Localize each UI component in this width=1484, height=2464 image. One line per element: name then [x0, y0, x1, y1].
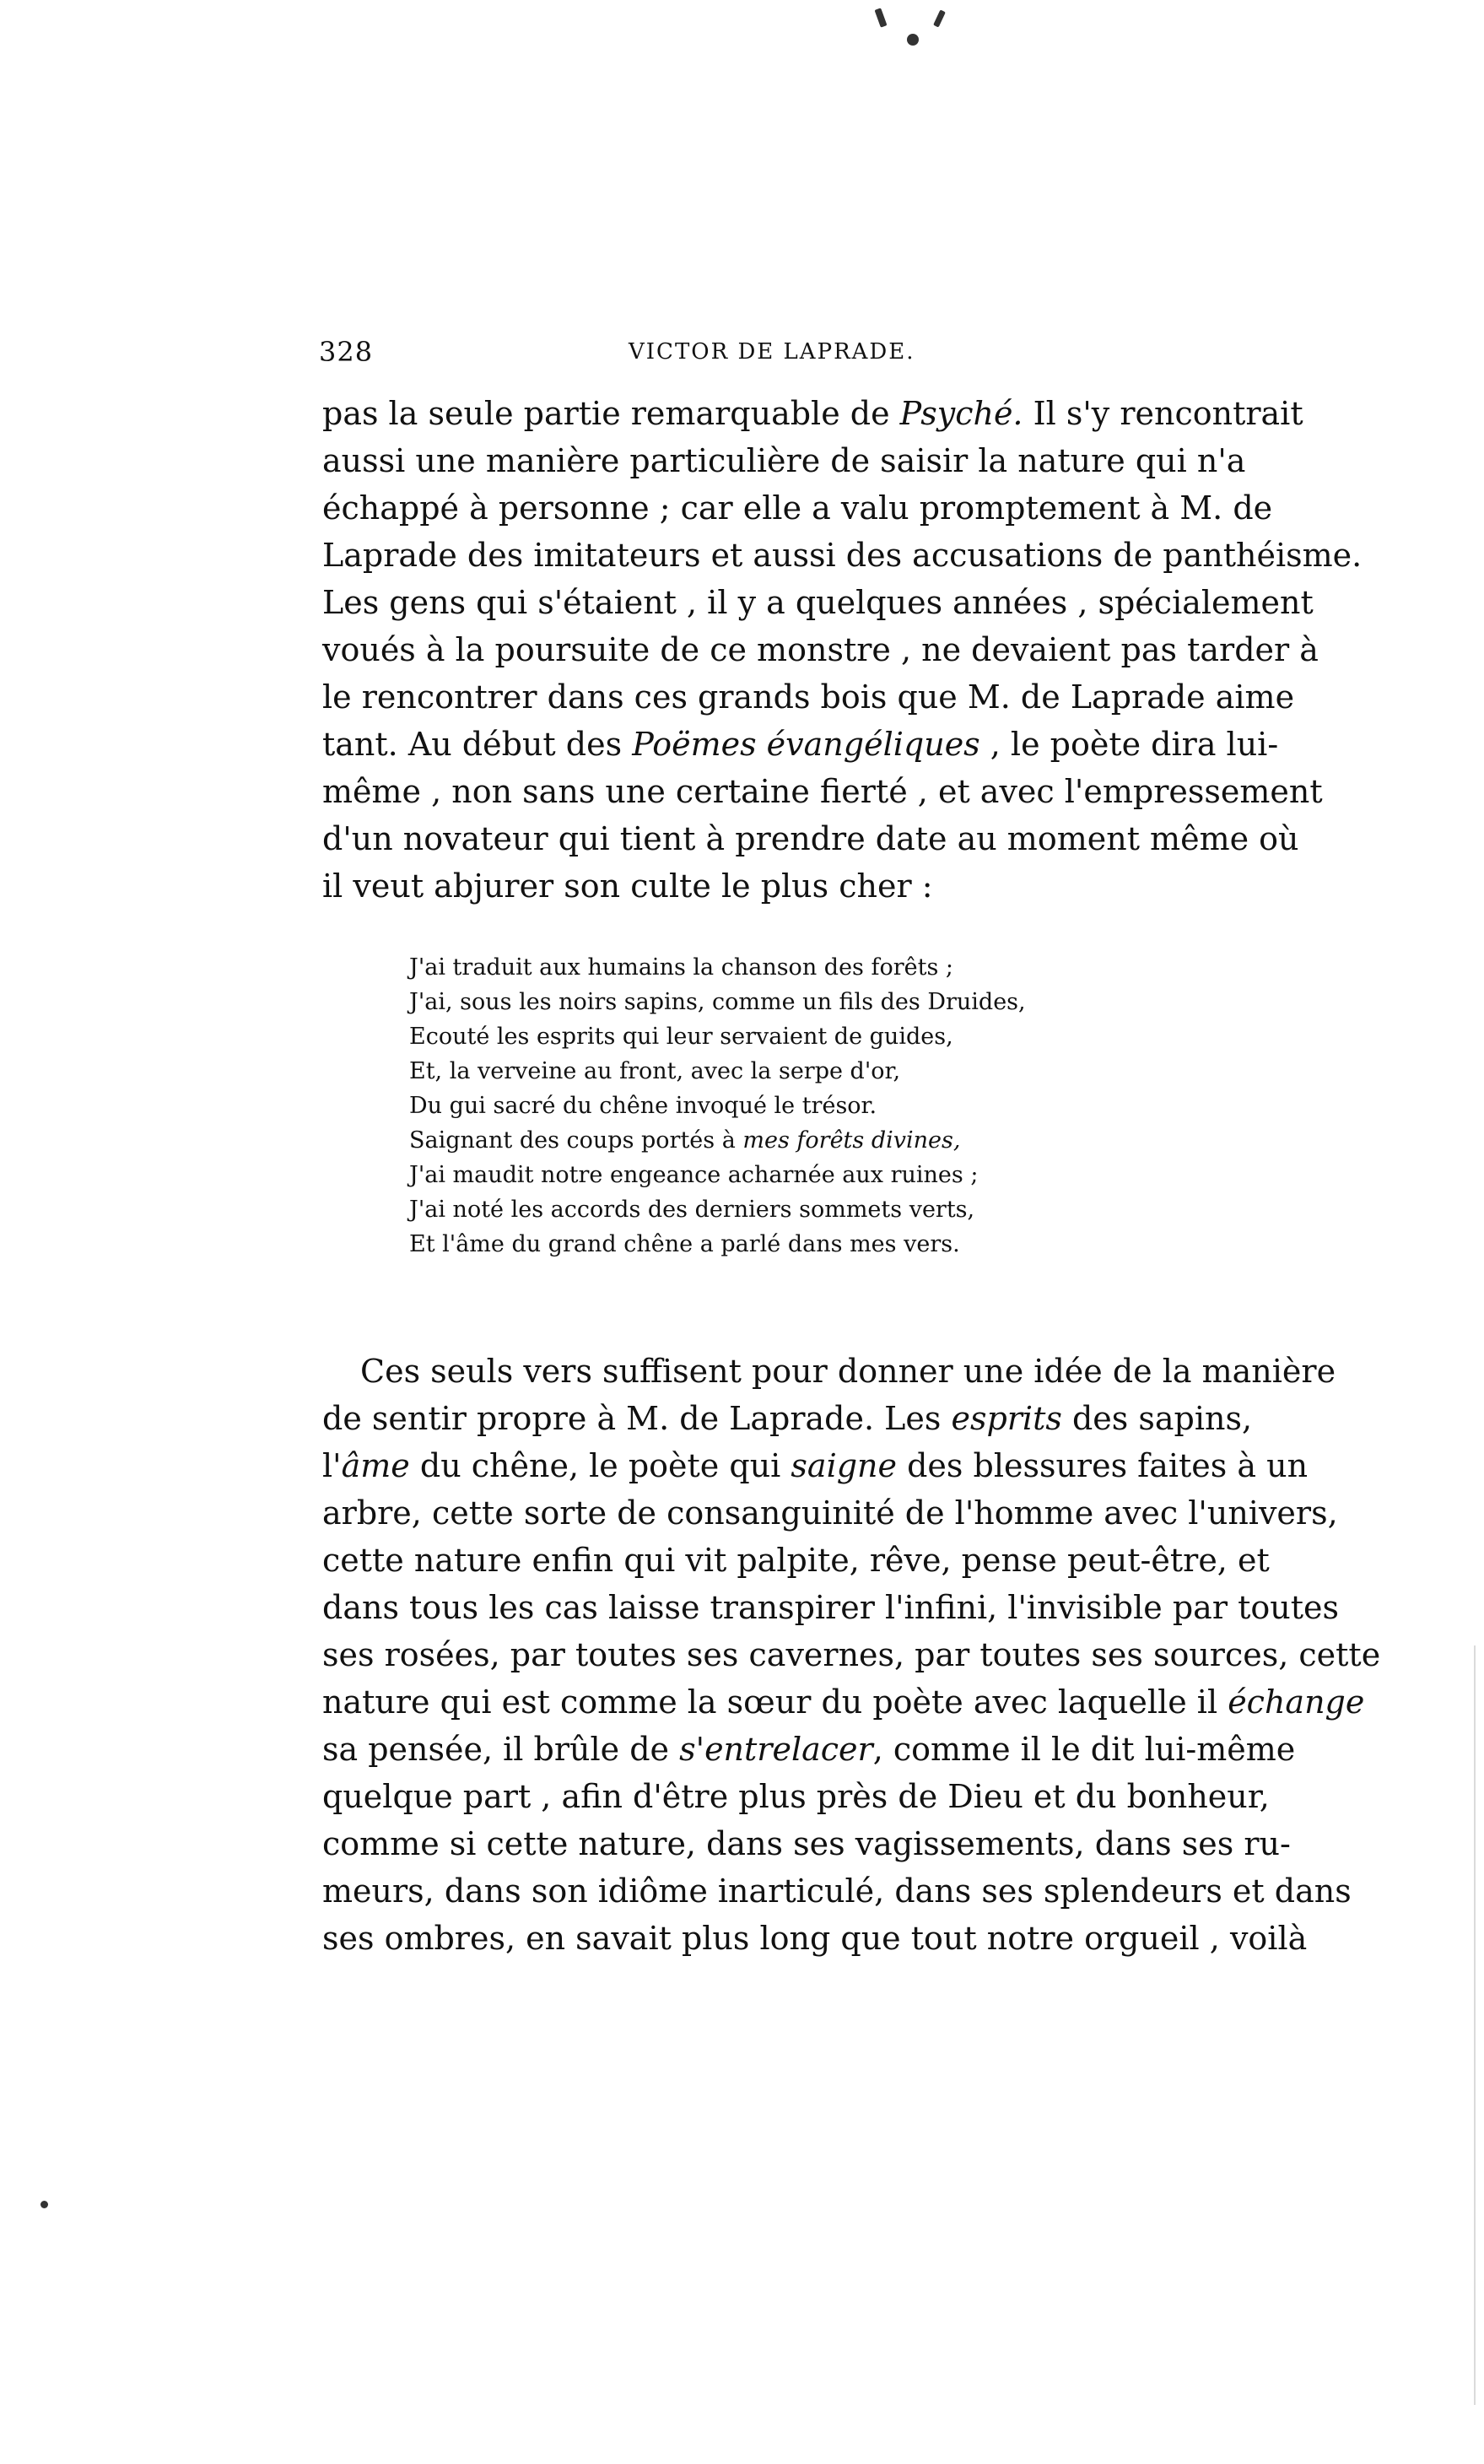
verse-quotation [409, 950, 1026, 1262]
text-line: le rencontrer dans ces grands bois que M. de Laprade aime [322, 678, 1295, 716]
scan-speck [874, 8, 887, 27]
text-line: quelque part , afin d'être plus près de Dieu et du bonheur, [322, 1778, 1270, 1815]
text-line: ses rosées, par toutes ses cavernes, par toutes ses sources, cette [322, 1636, 1381, 1673]
text-line: cette nature enfin qui vit palpite, rêve, pense peut-être, et [322, 1542, 1270, 1579]
page-number: 328 [319, 336, 374, 368]
text-line: ses ombres, en savait plus long que tout notre orgueil , voilà [322, 1920, 1308, 1957]
paragraph-1 [322, 390, 1363, 910]
text-line: Ces seuls vers suffisent pour donner une idée de la manière [360, 1353, 1336, 1390]
text-line: d'un novateur qui tient à prendre date au moment même où [322, 820, 1299, 857]
text-line: arbre, cette sorte de consanguinité de l'homme avec l'univers, [322, 1494, 1338, 1532]
text-line: Laprade des imitateurs et aussi des accusations de panthéisme. [322, 537, 1363, 574]
text-line: dans tous les cas laisse transpirer l'infini, l'invisible par toutes [322, 1589, 1339, 1626]
text-line: tant. Au début des Poëmes évangéliques , le poète dira lui- [322, 726, 1279, 763]
scan-margin-line [1474, 1645, 1476, 2405]
text-line: même , non sans une certaine fierté , et avec l'empressement [322, 773, 1323, 810]
verse-line: Du gui sacré du chêne invoqué le trésor. [409, 1093, 877, 1119]
verse-line: J'ai traduit aux humains la chanson des forêts ; [409, 954, 954, 981]
verse-line: Et, la verveine au front, avec la serpe d'or, [409, 1058, 901, 1084]
verse-line: Et l'âme du grand chêne a parlé dans mes vers. [409, 1231, 960, 1257]
verse-line: J'ai noté les accords des derniers sommets verts, [409, 1197, 975, 1223]
scan-speck [933, 9, 946, 27]
text-line: comme si cette nature, dans ses vagissements, dans ses ru- [322, 1825, 1291, 1862]
paragraph-2 [322, 1348, 1381, 1962]
text-line: nature qui est comme la sœur du poète avec laquelle il échange [322, 1683, 1365, 1721]
verse-line: Saignant des coups portés à mes forêts divines, [409, 1127, 961, 1154]
text-line: voués à la poursuite de ce monstre , ne devaient pas tarder à [322, 631, 1319, 668]
scan-speck [907, 34, 919, 46]
text-line: Les gens qui s'étaient , il y a quelques années , spécialement [322, 584, 1314, 621]
text-line: pas la seule partie remarquable de Psyché. Il s'y rencontrait [322, 395, 1303, 432]
verse-line: J'ai maudit notre engeance acharnée aux ruines ; [409, 1162, 979, 1188]
text-line: meurs, dans son idiôme inarticulé, dans ses splendeurs et dans [322, 1872, 1352, 1910]
running-title: VICTOR DE LAPRADE. [629, 339, 915, 365]
text-line: aussi une manière particulière de saisir la nature qui n'a [322, 442, 1246, 479]
text-line: l'âme du chêne, le poète qui saigne des blessures faites à un [322, 1447, 1309, 1484]
verse-line: J'ai, sous les noirs sapins, comme un fils des Druides, [409, 989, 1026, 1015]
scan-speck [40, 2201, 48, 2208]
text-line: échappé à personne ; car elle a valu promptement à M. de [322, 489, 1273, 527]
text-line: de sentir propre à M. de Laprade. Les esprits des sapins, [322, 1400, 1253, 1437]
text-line: sa pensée, il brûle de s'entrelacer, comme il le dit lui-même [322, 1731, 1296, 1768]
text-line: il veut abjurer son culte le plus cher : [322, 867, 933, 905]
verse-line: Ecouté les esprits qui leur servaient de guides, [409, 1024, 953, 1050]
